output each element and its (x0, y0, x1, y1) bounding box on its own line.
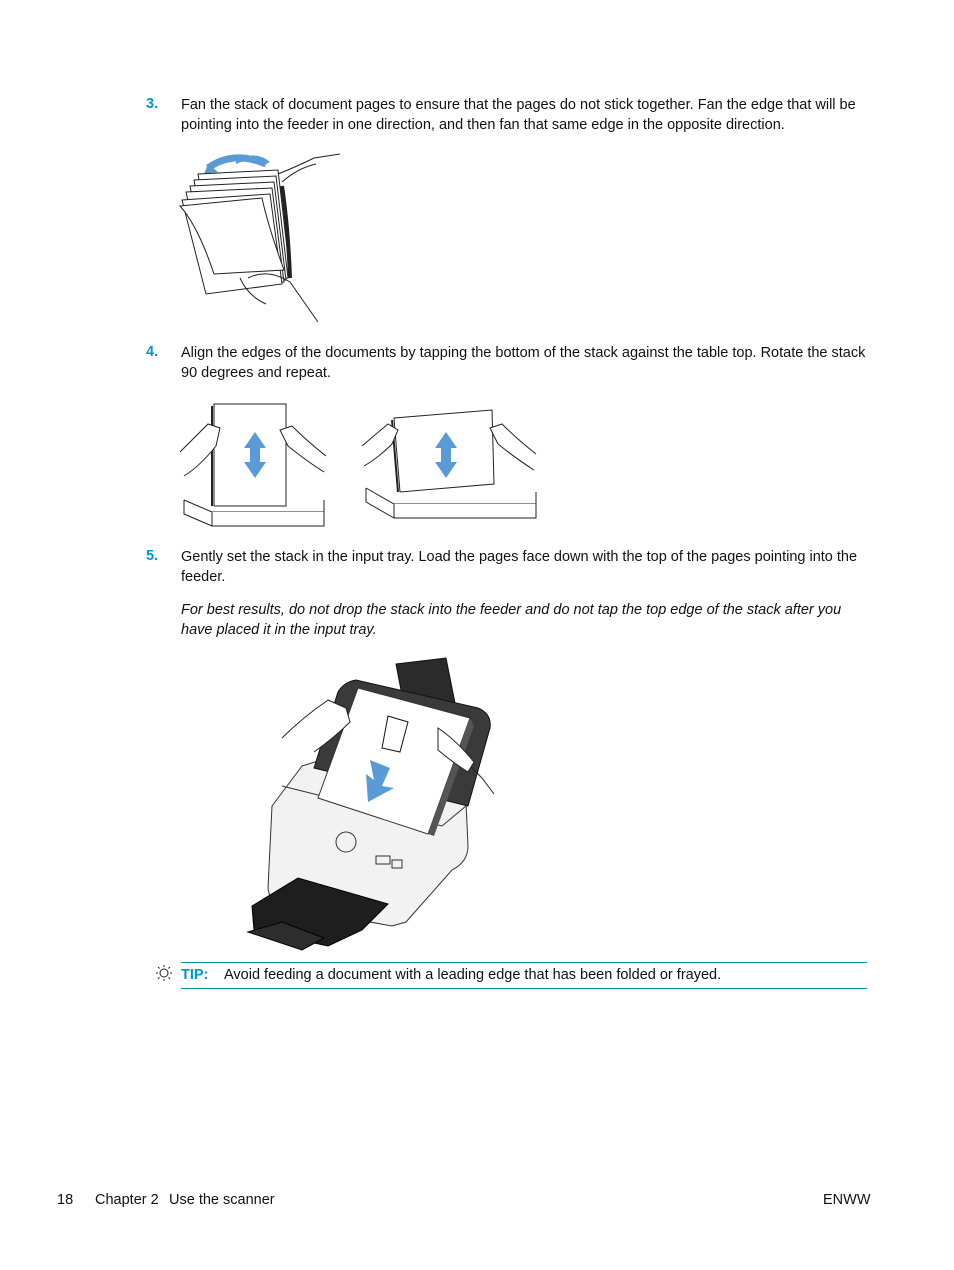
step-text: Gently set the stack in the input tray. Load the pages face down with the top of the pages pointing into the feeder. (181, 549, 858, 585)
fanning-pages-illustration (178, 146, 346, 328)
step-number: 5. (146, 548, 159, 564)
tapping-stack-illustration (180, 396, 538, 530)
scanner-loading-illustration (242, 656, 518, 952)
footer-right-label: ENWW (823, 1192, 871, 1208)
step-number: 4. (146, 344, 159, 360)
tip-label: TIP: (181, 967, 209, 983)
step-5-note: For best results, do not drop the stack into the feeder and do not tap the top edge of the stack after you have placed it in the input tray. (181, 602, 842, 638)
tip-text: Avoid feeding a document with a leading edge that has been folded or frayed. (224, 967, 722, 983)
page-number: 18 (57, 1192, 74, 1208)
step-number: 3. (146, 96, 159, 112)
lightbulb-icon (155, 964, 173, 982)
footer-chapter: Chapter 2 (95, 1192, 159, 1208)
footer-section: Use the scanner (169, 1192, 275, 1208)
tip-box (181, 962, 867, 989)
step-text: Fan the stack of document pages to ensure that the pages do not stick together. Fan the edge that will be pointing into the feeder in one direction, and then fan that same edge in the opposite direction. (181, 97, 856, 133)
step-text: Align the edges of the documents by tapping the bottom of the stack against the table top. Rotate the stack 90 degrees and repeat. (181, 345, 866, 381)
